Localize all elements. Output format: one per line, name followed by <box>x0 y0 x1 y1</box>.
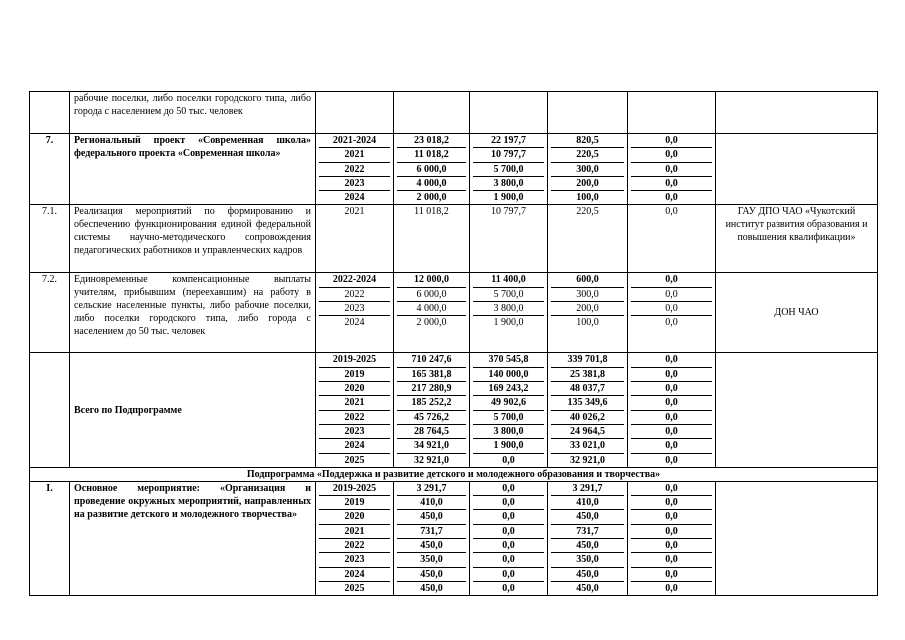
regional-cell <box>548 273 628 353</box>
value-line: 0,0 <box>502 454 515 466</box>
value-line: 23 018,2 <box>397 134 466 148</box>
value-line: 0,0 <box>631 177 712 191</box>
total-cell <box>394 273 470 353</box>
value-line: 3 291,7 <box>551 482 624 496</box>
value-line: 0,0 <box>665 582 678 594</box>
value-line: 200,0 <box>551 302 624 316</box>
value-line: 450,0 <box>420 582 443 594</box>
value-line: 0,0 <box>631 553 712 567</box>
value-line: 5 700,0 <box>473 163 544 177</box>
value-line: 450,0 <box>397 539 466 553</box>
value-line: 0,0 <box>631 482 712 496</box>
value-line: 2019-2025 <box>319 482 390 496</box>
value-line: 350,0 <box>551 553 624 567</box>
value-line: 169 243,2 <box>473 382 544 396</box>
value-line: 200,0 <box>551 177 624 191</box>
value-line: 0,0 <box>631 396 712 410</box>
value-line: 24 964,5 <box>551 425 624 439</box>
value-line: 2024 <box>344 192 365 204</box>
value-line: 450,0 <box>397 568 466 582</box>
value-line: 2019-2025 <box>319 353 390 367</box>
value-line: 0,0 <box>502 582 515 594</box>
value-line: 3 291,7 <box>397 482 466 496</box>
value-line: 2020 <box>319 510 390 524</box>
table-row <box>30 273 878 353</box>
value-line: 450,0 <box>551 510 624 524</box>
table-row <box>30 481 878 595</box>
value-line: 2021 <box>319 396 390 410</box>
value-line: 28 764,5 <box>397 425 466 439</box>
value-line: 100,0 <box>576 317 599 329</box>
value-line: 0,0 <box>631 539 712 553</box>
value-line: 600,0 <box>551 273 624 287</box>
total-cell <box>394 353 470 467</box>
value-line: 6 000,0 <box>397 163 466 177</box>
value-line: 0,0 <box>631 525 712 539</box>
total-cell: 11 018,2 <box>394 205 470 273</box>
value-line: 6 000,0 <box>397 288 466 302</box>
local-cell <box>628 134 716 205</box>
value-line: 0,0 <box>631 510 712 524</box>
regional-cell: 220,5 <box>548 205 628 273</box>
value-line: 0,0 <box>631 425 712 439</box>
value-line: 450,0 <box>551 539 624 553</box>
value-line: 2019 <box>319 496 390 510</box>
value-line: 2023 <box>319 302 390 316</box>
value-line: 1 900,0 <box>493 317 524 329</box>
years-cell <box>316 273 394 353</box>
value-line: 2021 <box>319 525 390 539</box>
value-line: 0,0 <box>631 163 712 177</box>
value-line: 25 381,8 <box>551 368 624 382</box>
value-line: 2022 <box>319 411 390 425</box>
value-line: 3 800,0 <box>473 177 544 191</box>
value-line: 0,0 <box>665 454 678 466</box>
value-line: 410,0 <box>551 496 624 510</box>
row-description: рабочие поселки, либо поселки городского типа, либо города с населением до 50 тыс. человек <box>70 92 316 134</box>
value-line: 0,0 <box>631 496 712 510</box>
value-line: 350,0 <box>397 553 466 567</box>
row-number-cell: 7. <box>30 134 70 205</box>
value-line: 11 018,2 <box>397 148 466 162</box>
value-line: 2021-2024 <box>319 134 390 148</box>
value-line: 0,0 <box>665 317 678 329</box>
value-line: 11 400,0 <box>473 273 544 287</box>
value-line: 0,0 <box>473 568 544 582</box>
years-cell <box>316 134 394 205</box>
row-number-cell: I. <box>30 481 70 595</box>
value-line: 22 197,7 <box>473 134 544 148</box>
value-line: 34 921,0 <box>397 439 466 453</box>
value-line: 217 280,9 <box>397 382 466 396</box>
value-line: 0,0 <box>473 496 544 510</box>
value-line: 0,0 <box>631 148 712 162</box>
value-line: 0,0 <box>665 192 678 204</box>
local-cell <box>628 481 716 595</box>
value-line: 0,0 <box>631 439 712 453</box>
value-line: 2 000,0 <box>416 192 447 204</box>
value-line: 135 349,6 <box>551 396 624 410</box>
subprogram-total-label: Всего по Подпрограмме <box>70 353 316 467</box>
row-description: Региональный проект «Современная школа» федерального проекта «Современная школа» <box>70 134 316 205</box>
table-row <box>30 92 878 134</box>
value-line: 220,5 <box>551 148 624 162</box>
value-line: 450,0 <box>551 568 624 582</box>
value-line: 1 900,0 <box>473 439 544 453</box>
value-line: 820,5 <box>551 134 624 148</box>
value-line: 4 000,0 <box>397 302 466 316</box>
value-line: 2022 <box>319 539 390 553</box>
value-line: 2022 <box>319 288 390 302</box>
local-cell: 0,0 <box>628 205 716 273</box>
value-line: 0,0 <box>473 525 544 539</box>
value-line: 0,0 <box>631 368 712 382</box>
value-line: 2024 <box>319 439 390 453</box>
value-line: 3 800,0 <box>473 302 544 316</box>
value-line: 450,0 <box>397 510 466 524</box>
value-line: 0,0 <box>631 568 712 582</box>
row-number-cell: 7.1. <box>30 205 70 273</box>
value-line: 0,0 <box>473 482 544 496</box>
value-line: 49 902,6 <box>473 396 544 410</box>
value-line: 33 021,0 <box>551 439 624 453</box>
executor-cell <box>716 353 878 467</box>
value-line: 3 800,0 <box>473 425 544 439</box>
value-line: 2 000,0 <box>416 317 447 329</box>
value-line: 2025 <box>344 582 365 594</box>
value-line: 2023 <box>319 177 390 191</box>
value-line: 4 000,0 <box>397 177 466 191</box>
row-description: Основное мероприятие: «Организация и проведение окружных мероприятий, направленных на развитие детского и молодежного творчества» <box>70 481 316 595</box>
value-line: 140 000,0 <box>473 368 544 382</box>
value-line: 2025 <box>344 454 365 466</box>
value-line: 1 900,0 <box>493 192 524 204</box>
value-line: 12 000,0 <box>397 273 466 287</box>
row-number-cell <box>30 353 70 467</box>
value-line: 731,7 <box>551 525 624 539</box>
value-line: 339 701,8 <box>551 353 624 367</box>
value-line: 410,0 <box>397 496 466 510</box>
value-line: 5 700,0 <box>473 411 544 425</box>
value-line: 710 247,6 <box>397 353 466 367</box>
federal-cell <box>470 134 548 205</box>
value-line: 48 037,7 <box>551 382 624 396</box>
value-line: 450,0 <box>576 582 599 594</box>
value-line: 40 026,2 <box>551 411 624 425</box>
value-line: 0,0 <box>631 411 712 425</box>
subprogram-heading-row <box>30 467 878 481</box>
value-line: 0,0 <box>631 353 712 367</box>
executor-cell: ГАУ ДПО ЧАО «Чукотский институт развития образования и повышения квалификации» <box>716 205 878 273</box>
local-cell <box>628 273 716 353</box>
regional-cell <box>548 481 628 595</box>
local-cell <box>628 353 716 467</box>
value-line: 10 797,7 <box>473 148 544 162</box>
value-line: 300,0 <box>551 288 624 302</box>
value-line: 100,0 <box>576 192 599 204</box>
subprogram-heading: Подпрограмма «Поддержка и развитие детского и молодежного образования и творчества» <box>30 467 878 481</box>
federal-cell <box>470 353 548 467</box>
value-line: 731,7 <box>397 525 466 539</box>
row-description: Реализация мероприятий по формированию и обеспечению функционирования единой федеральной системы научно-методического сопровождения педагогических работников и управленческих кадров <box>70 205 316 273</box>
value-line: 165 381,8 <box>397 368 466 382</box>
value-line: 45 726,2 <box>397 411 466 425</box>
value-line: 0,0 <box>473 539 544 553</box>
total-cell <box>394 134 470 205</box>
value-line: 2020 <box>319 382 390 396</box>
year-cell: 2021 <box>316 205 394 273</box>
value-line: 2021 <box>319 148 390 162</box>
value-line: 2024 <box>319 568 390 582</box>
value-line: 32 921,0 <box>570 454 605 466</box>
executor-cell <box>716 134 878 205</box>
value-line: 2022 <box>319 163 390 177</box>
value-line: 0,0 <box>473 553 544 567</box>
regional-cell <box>548 134 628 205</box>
row-description: Единовременные компенсационные выплаты учителям, прибывшим (переехавшим) на работу в сельские населенные пункты, либо рабочие поселки, либо поселки городского типа, либо города с населением до 50 тыс. человек <box>70 273 316 353</box>
budget-table-sheet <box>29 91 877 596</box>
federal-cell <box>470 481 548 595</box>
value-line: 370 545,8 <box>473 353 544 367</box>
years-cell <box>316 481 394 595</box>
table-row <box>30 134 878 205</box>
value-line: 2019 <box>319 368 390 382</box>
value-line: 5 700,0 <box>473 288 544 302</box>
value-line: 0,0 <box>631 273 712 287</box>
executor-cell: ДОН ЧАО <box>716 273 878 353</box>
table-row <box>30 353 878 467</box>
value-line: 32 921,0 <box>414 454 449 466</box>
row-number-cell <box>30 92 70 134</box>
value-line: 0,0 <box>631 382 712 396</box>
table-row <box>30 205 878 273</box>
regional-cell <box>548 353 628 467</box>
budget-table <box>29 91 878 596</box>
value-line: 2023 <box>319 425 390 439</box>
value-line: 0,0 <box>631 302 712 316</box>
executor-cell <box>716 481 878 595</box>
value-line: 0,0 <box>473 510 544 524</box>
value-line: 300,0 <box>551 163 624 177</box>
row-number-cell: 7.2. <box>30 273 70 353</box>
value-line: 2022-2024 <box>319 273 390 287</box>
federal-cell <box>470 273 548 353</box>
years-cell <box>316 353 394 467</box>
value-line: 185 252,2 <box>397 396 466 410</box>
value-line: 0,0 <box>631 134 712 148</box>
value-line: 2023 <box>319 553 390 567</box>
total-cell <box>394 481 470 595</box>
value-line: 2024 <box>344 317 365 329</box>
federal-cell: 10 797,7 <box>470 205 548 273</box>
value-line: 0,0 <box>631 288 712 302</box>
